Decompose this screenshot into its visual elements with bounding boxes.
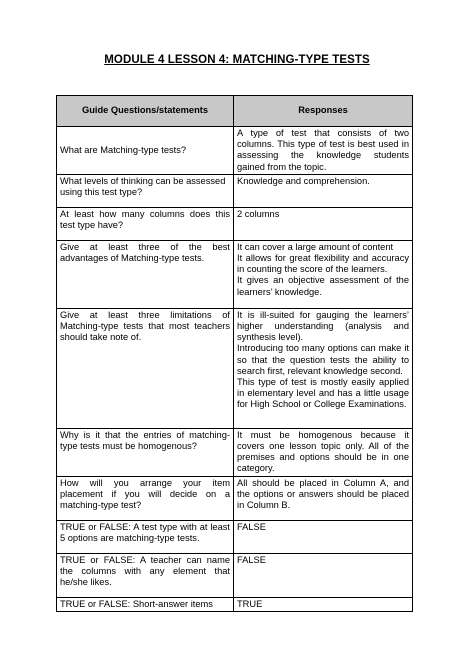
response-line: This type of test is mostly easily applied in elementary level and has a little usage for High School or College Examinations. bbox=[237, 377, 409, 410]
question-cell: TRUE or FALSE: A teacher can name the columns with any element that he/she likes. bbox=[57, 553, 234, 597]
response-line: It can cover a large amount of content bbox=[237, 241, 394, 252]
question-cell: TRUE or FALSE: A test type with at least 5 options are matching-type tests. bbox=[57, 520, 234, 553]
header-guide-questions: Guide Questions/statements bbox=[57, 96, 234, 127]
table-row bbox=[57, 476, 413, 520]
question-cell: TRUE or FALSE: Short-answer items bbox=[57, 597, 234, 611]
response-cell bbox=[234, 520, 413, 553]
response-cell bbox=[234, 597, 413, 611]
response-cell bbox=[234, 127, 413, 175]
question-cell: What levels of thinking can be assessed using this test type? bbox=[57, 174, 234, 207]
response-line: FALSE bbox=[237, 554, 266, 565]
response-line: All should be placed in Column A, and the options or answers should be placed in Column B. bbox=[237, 477, 409, 511]
table-row bbox=[57, 240, 413, 308]
response-cell bbox=[234, 553, 413, 597]
response-line: Introducing too many options can make it so that the question tests the ability to search first, relevant knowledge second. bbox=[237, 343, 409, 376]
response-line: A type of test that consists of two columns. This type of test is best used in assessing the knowledge students gained from the topic. bbox=[237, 128, 409, 172]
response-line: It must be homogenous because it covers one lesson topic only. All of the premises and options should be in one category. bbox=[237, 429, 409, 474]
table-row bbox=[57, 308, 413, 428]
question-cell: How will you arrange your item placement if you will decide on a matching-type test? bbox=[57, 476, 234, 520]
response-line: TRUE bbox=[237, 598, 263, 609]
response-line: It is ill-suited for gauging the learners’ higher understanding (analysis and synthesis level). bbox=[237, 309, 409, 343]
response-cell bbox=[234, 174, 413, 207]
response-cell bbox=[234, 476, 413, 520]
document-title: MODULE 4 LESSON 4: MATCHING-TYPE TESTS bbox=[104, 54, 370, 66]
question-cell: Give at least three of the best advantages of Matching-type tests. bbox=[57, 240, 234, 308]
response-line: It allows for great flexibility and accuracy in counting the score of the learners. bbox=[237, 253, 409, 275]
response-line: 2 columns bbox=[237, 208, 280, 219]
guide-questions-table bbox=[56, 95, 413, 612]
table-row bbox=[57, 428, 413, 476]
table-header-row bbox=[57, 96, 413, 127]
question-cell: Why is it that the entries of matching-type tests must be homogenous? bbox=[57, 428, 234, 476]
table-row bbox=[57, 207, 413, 240]
response-cell bbox=[234, 428, 413, 476]
response-cell bbox=[234, 207, 413, 240]
response-line: Knowledge and comprehension. bbox=[237, 175, 370, 186]
question-cell: What are Matching-type tests? bbox=[57, 127, 234, 175]
table-row bbox=[57, 553, 413, 597]
response-cell bbox=[234, 240, 413, 308]
table-row bbox=[57, 127, 413, 175]
question-cell: Give at least three limitations of Matching-type tests that most teachers should take note of. bbox=[57, 308, 234, 428]
response-line: It gives an objective assessment of the learners’ knowledge. bbox=[237, 275, 409, 297]
table-row bbox=[57, 597, 413, 611]
header-responses: Responses bbox=[234, 96, 413, 127]
question-cell: At least how many columns does this test type have? bbox=[57, 207, 234, 240]
table-row bbox=[57, 520, 413, 553]
response-line: FALSE bbox=[237, 521, 266, 532]
response-cell bbox=[234, 308, 413, 428]
table-row bbox=[57, 174, 413, 207]
